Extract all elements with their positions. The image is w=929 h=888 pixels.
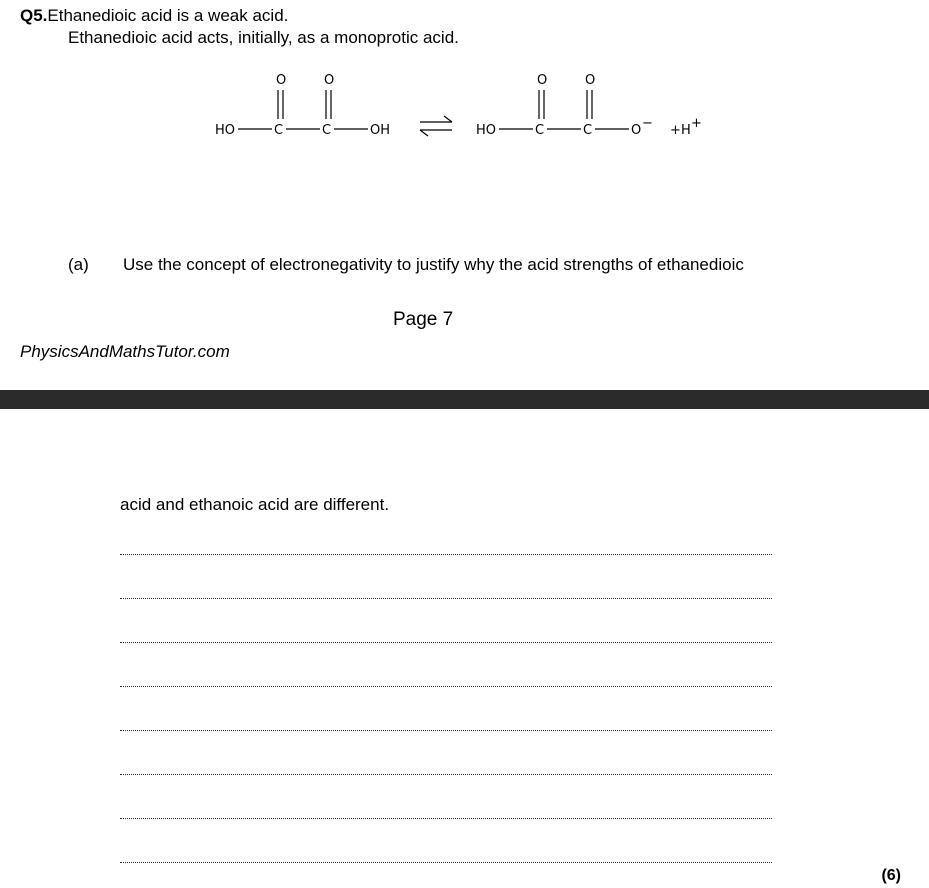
question-heading bbox=[20, 6, 288, 26]
page-separator bbox=[0, 390, 929, 409]
right-carbon-1: C bbox=[535, 123, 545, 138]
left-oxygen-1: O bbox=[276, 73, 287, 88]
right-carbon-2: C bbox=[583, 123, 593, 138]
ethanedioic-acid-equation bbox=[200, 62, 740, 152]
answer-line[interactable] bbox=[120, 774, 772, 775]
part-a-text: Use the concept of electronegativity to justify why the acid strengths of ethanedioic bbox=[123, 255, 744, 274]
page-number: Page 7 bbox=[393, 309, 454, 330]
footer-brand: PhysicsAndMathsTutor.com bbox=[20, 342, 230, 361]
minus-charge: − bbox=[642, 116, 653, 131]
part-a-continuation: acid and ethanoic acid are different. bbox=[120, 495, 390, 514]
left-ho-group: HO bbox=[215, 123, 236, 138]
part-a-label: (a) bbox=[68, 255, 89, 274]
left-oh-group: OH bbox=[370, 123, 391, 138]
right-anion-oxygen: O bbox=[631, 123, 642, 138]
right-oxygen-2: O bbox=[585, 73, 596, 88]
right-ho-group: HO bbox=[476, 123, 497, 138]
answer-line[interactable] bbox=[120, 642, 772, 643]
left-carbon-2: C bbox=[322, 123, 332, 138]
equilibrium-arrow-icon bbox=[420, 116, 452, 136]
question-line-1: Ethanedioic acid is a weak acid. bbox=[47, 6, 289, 25]
left-oxygen-2: O bbox=[324, 73, 335, 88]
right-oxygen-1: O bbox=[537, 73, 548, 88]
proton: H bbox=[681, 123, 691, 138]
answer-line[interactable] bbox=[120, 818, 772, 819]
marks-label: (6) bbox=[881, 867, 901, 884]
question-number: Q5. bbox=[20, 6, 48, 25]
plus-charge: + bbox=[691, 116, 702, 131]
answer-line[interactable] bbox=[120, 686, 772, 687]
plus-sign: + bbox=[670, 123, 681, 138]
left-carbon-1: C bbox=[274, 123, 284, 138]
question-line-2: Ethanedioic acid acts, initially, as a monoprotic acid. bbox=[68, 28, 459, 47]
answer-line[interactable] bbox=[120, 598, 772, 599]
answer-line[interactable] bbox=[120, 554, 772, 555]
answer-line[interactable] bbox=[120, 862, 772, 863]
answer-line[interactable] bbox=[120, 730, 772, 731]
